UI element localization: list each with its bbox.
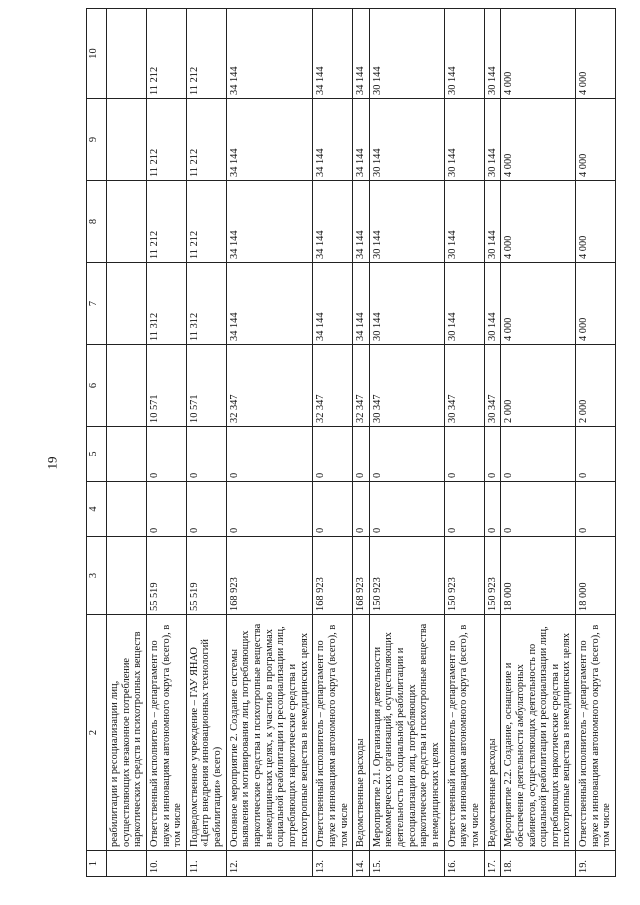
row-value: 10 571 bbox=[146, 345, 186, 427]
column-header: 4 bbox=[87, 482, 107, 537]
row-value: 55 519 bbox=[146, 537, 186, 615]
row-value: 34 144 bbox=[226, 99, 312, 181]
row-description: Подведомственное учреждение – ГАУ ЯНАО «Центр внедрения инновационных технологий реабилитации» (всего) bbox=[186, 615, 226, 851]
row-value: 0 bbox=[353, 427, 370, 482]
row-description: Ведомственные расходы bbox=[484, 615, 501, 851]
row-value: 30 144 bbox=[484, 181, 501, 263]
table-body bbox=[107, 9, 616, 877]
row-value: 2 000 bbox=[576, 345, 616, 427]
row-value bbox=[107, 263, 147, 345]
row-value: 11 212 bbox=[146, 181, 186, 263]
row-value: 30 144 bbox=[444, 99, 484, 181]
row-value: 0 bbox=[186, 482, 226, 537]
table-row bbox=[576, 9, 616, 877]
row-value: 0 bbox=[146, 427, 186, 482]
row-number bbox=[107, 851, 147, 877]
row-value bbox=[107, 345, 147, 427]
column-header: 10 bbox=[87, 9, 107, 99]
row-value: 34 144 bbox=[226, 181, 312, 263]
row-value: 4 000 bbox=[501, 181, 576, 263]
row-value: 34 144 bbox=[313, 263, 353, 345]
row-number: 18. bbox=[501, 851, 576, 877]
row-value: 34 144 bbox=[226, 263, 312, 345]
row-value: 30 144 bbox=[444, 263, 484, 345]
row-description: Ответственный исполнитель – департамент по науке и инновациям автономного округа (всего), в том числе bbox=[576, 615, 616, 851]
row-value: 30 144 bbox=[369, 99, 444, 181]
table-row bbox=[353, 9, 370, 877]
budget-table bbox=[86, 8, 616, 877]
row-value: 0 bbox=[444, 482, 484, 537]
row-description: Ответственный исполнитель – департамент по науке и инновациям автономного округа (всего), в том числе bbox=[146, 615, 186, 851]
row-value: 4 000 bbox=[501, 9, 576, 99]
row-value: 11 212 bbox=[186, 9, 226, 99]
row-value: 0 bbox=[313, 427, 353, 482]
row-description: Ответственный исполнитель – департамент по науке и инновациям автономного округа (всего), в том числе bbox=[444, 615, 484, 851]
row-value: 30 144 bbox=[369, 181, 444, 263]
row-number: 12. bbox=[226, 851, 312, 877]
row-number: 14. bbox=[353, 851, 370, 877]
row-description: реабилитации и ресоциализации лиц, осуществляющих незаконное потребление наркотических средств и психотропных веществ bbox=[107, 615, 147, 851]
row-value: 0 bbox=[226, 427, 312, 482]
row-description: Мероприятие 2.2. Создание, оснащение и обеспечение деятельности амбулаторных кабинетов, осуществляющих деятельность по социальной реабилитации и ресоциализации лиц, потребляющих наркотические средства и психотропные вещества в немедицинских целях bbox=[501, 615, 576, 851]
table-row bbox=[226, 9, 312, 877]
row-value: 32 347 bbox=[226, 345, 312, 427]
row-value: 30 144 bbox=[369, 9, 444, 99]
row-value: 30 347 bbox=[484, 345, 501, 427]
row-value: 34 144 bbox=[313, 181, 353, 263]
column-header: 9 bbox=[87, 99, 107, 181]
row-value: 0 bbox=[369, 427, 444, 482]
row-value: 4 000 bbox=[576, 181, 616, 263]
row-value: 34 144 bbox=[353, 99, 370, 181]
row-value: 11 212 bbox=[146, 99, 186, 181]
row-value: 2 000 bbox=[501, 345, 576, 427]
row-value: 150 923 bbox=[369, 537, 444, 615]
column-header: 3 bbox=[87, 537, 107, 615]
row-value: 30 144 bbox=[484, 263, 501, 345]
column-header: 5 bbox=[87, 427, 107, 482]
row-value: 0 bbox=[576, 427, 616, 482]
table-row bbox=[484, 9, 501, 877]
row-value: 0 bbox=[146, 482, 186, 537]
row-value: 4 000 bbox=[576, 99, 616, 181]
row-value: 0 bbox=[501, 427, 576, 482]
row-value: 168 923 bbox=[226, 537, 312, 615]
row-value: 0 bbox=[186, 427, 226, 482]
row-number: 15. bbox=[369, 851, 444, 877]
table-row bbox=[369, 9, 444, 877]
table-row bbox=[146, 9, 186, 877]
row-value: 0 bbox=[576, 482, 616, 537]
row-value: 11 212 bbox=[186, 181, 226, 263]
row-value: 168 923 bbox=[313, 537, 353, 615]
row-value: 0 bbox=[226, 482, 312, 537]
column-header: 8 bbox=[87, 181, 107, 263]
row-value: 11 212 bbox=[146, 9, 186, 99]
row-value: 32 347 bbox=[353, 345, 370, 427]
page-number: 19 bbox=[44, 456, 60, 470]
row-value: 10 571 bbox=[186, 345, 226, 427]
row-value: 55 519 bbox=[186, 537, 226, 615]
row-value: 150 923 bbox=[444, 537, 484, 615]
row-value: 18 000 bbox=[576, 537, 616, 615]
row-value: 34 144 bbox=[313, 9, 353, 99]
column-header: 2 bbox=[87, 615, 107, 851]
column-header: 7 bbox=[87, 263, 107, 345]
row-value: 34 144 bbox=[226, 9, 312, 99]
row-value: 30 144 bbox=[484, 9, 501, 99]
row-number: 17. bbox=[484, 851, 501, 877]
row-value: 34 144 bbox=[353, 9, 370, 99]
header-row bbox=[87, 9, 107, 877]
row-value: 0 bbox=[484, 427, 501, 482]
row-value: 4 000 bbox=[576, 9, 616, 99]
row-value: 0 bbox=[313, 482, 353, 537]
row-number: 19. bbox=[576, 851, 616, 877]
table-row bbox=[313, 9, 353, 877]
row-value: 34 144 bbox=[353, 181, 370, 263]
row-description: Мероприятие 2.1. Организация деятельности некоммерческих организаций, осуществляющих деятельность по социальной реабилитации и ресоциализации лиц, потребляющих наркотические средства и психотропные вещества в немедицинских целях bbox=[369, 615, 444, 851]
row-value: 30 144 bbox=[444, 181, 484, 263]
row-description: Ведомственные расходы bbox=[353, 615, 370, 851]
row-value: 30 144 bbox=[369, 263, 444, 345]
row-value: 0 bbox=[353, 482, 370, 537]
row-value: 150 923 bbox=[484, 537, 501, 615]
row-value bbox=[107, 181, 147, 263]
rotated-table-wrapper bbox=[86, 9, 613, 877]
row-value: 168 923 bbox=[353, 537, 370, 615]
row-value: 0 bbox=[444, 427, 484, 482]
row-number: 16. bbox=[444, 851, 484, 877]
table-row bbox=[107, 9, 147, 877]
row-value: 11 312 bbox=[146, 263, 186, 345]
table-row bbox=[444, 9, 484, 877]
row-value bbox=[107, 482, 147, 537]
row-description: Основное мероприятие 2. Создание системы выявления и мотивирования лиц, потребляющих наркотические средства и психотропные вещества в немедицинских целях, к участию в программах социальной реабилитации и ресоциализации лиц, потребляющих наркотические средства и психотропные вещества в немедицинских целях bbox=[226, 615, 312, 851]
column-header: 1 bbox=[87, 851, 107, 877]
row-value bbox=[107, 427, 147, 482]
row-value: 30 144 bbox=[484, 99, 501, 181]
row-value: 34 144 bbox=[313, 99, 353, 181]
table-row bbox=[501, 9, 576, 877]
row-number: 11. bbox=[186, 851, 226, 877]
row-value bbox=[107, 9, 147, 99]
row-value: 0 bbox=[501, 482, 576, 537]
row-number: 10. bbox=[146, 851, 186, 877]
row-value: 18 000 bbox=[501, 537, 576, 615]
row-value bbox=[107, 537, 147, 615]
row-value: 4 000 bbox=[576, 263, 616, 345]
row-value: 4 000 bbox=[501, 99, 576, 181]
column-header: 6 bbox=[87, 345, 107, 427]
row-value: 30 347 bbox=[444, 345, 484, 427]
row-value: 30 347 bbox=[369, 345, 444, 427]
row-value bbox=[107, 99, 147, 181]
row-value: 32 347 bbox=[313, 345, 353, 427]
table-row bbox=[186, 9, 226, 877]
row-value: 34 144 bbox=[353, 263, 370, 345]
row-value: 0 bbox=[369, 482, 444, 537]
row-description: Ответственный исполнитель – департамент по науке и инновациям автономного округа (всего), в том числе bbox=[313, 615, 353, 851]
row-value: 11 312 bbox=[186, 263, 226, 345]
row-number: 13. bbox=[313, 851, 353, 877]
row-value: 11 212 bbox=[186, 99, 226, 181]
row-value: 0 bbox=[484, 482, 501, 537]
row-value: 30 144 bbox=[444, 9, 484, 99]
row-value: 4 000 bbox=[501, 263, 576, 345]
